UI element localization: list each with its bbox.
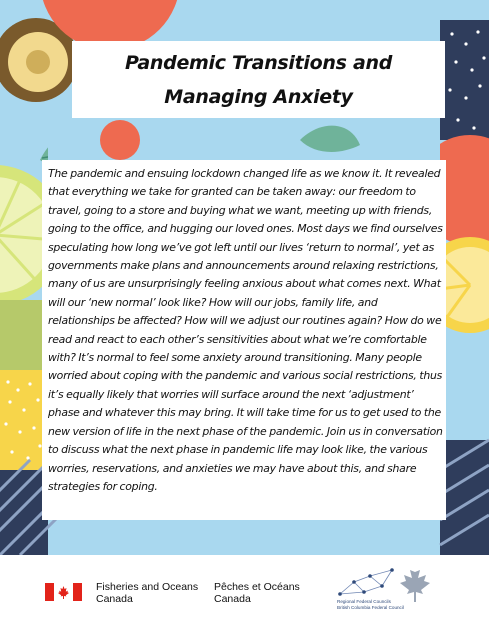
title-box	[72, 41, 445, 118]
title-line-2: Managing Anxiety	[164, 86, 353, 108]
canada-flag-icon	[45, 583, 82, 601]
department-name-english	[96, 581, 198, 605]
title-line-1: Pandemic Transitions and	[125, 52, 392, 74]
department-en-line-1: Fisheries and Oceans	[96, 581, 199, 593]
department-fr-line-1: Pêches et Océans	[214, 581, 300, 593]
council-name-line-1: Regional Federal Councils	[337, 599, 391, 604]
footer	[0, 560, 489, 632]
department-fr-line-2: Canada	[214, 593, 251, 605]
body-box	[42, 160, 446, 520]
council-name	[337, 599, 407, 610]
federal-council-logo-icon	[330, 560, 442, 620]
department-name-french	[214, 581, 300, 605]
council-name-line-2: British Columbia Federal Council	[337, 604, 404, 610]
department-en-line-2: Canada	[96, 593, 133, 605]
body-paragraph: The pandemic and ensuing lockdown changed life as we know it. It revealed that everything we take for granted can be taken away: our freedom to travel, going to a store and buying what we want, meeting up with friends, going to the office, and hugging our loved ones. Most days we find ourselves speculating how long we’ve got left until our lives ‘return to normal’, yet as governments make plans and announcements around relaxing restrictions, many of us are unsurprisingly feeling anxious about what comes next. What will our ‘new normal’ look like? How will our jobs, family life, and relationships be affected? How will we adjust our routines again? How do we read and react to each other’s sensitivities about what we’re comfortable with? It’s normal to feel some anxiety around transitioning. Many people worried about coping with the pandemic and various social restrictions, thus it’s equally likely that worries will surface around the next ‘adjustment’ phase and whatever this may bring. It will take time for us to get used to the new version of life in the next phase of the pandemic. Join us in conversation to discuss what the next phase in pandemic life may look like, the various worries, reservations, and anxieties we may have about this, and share strategies for coping.	[48, 167, 443, 493]
